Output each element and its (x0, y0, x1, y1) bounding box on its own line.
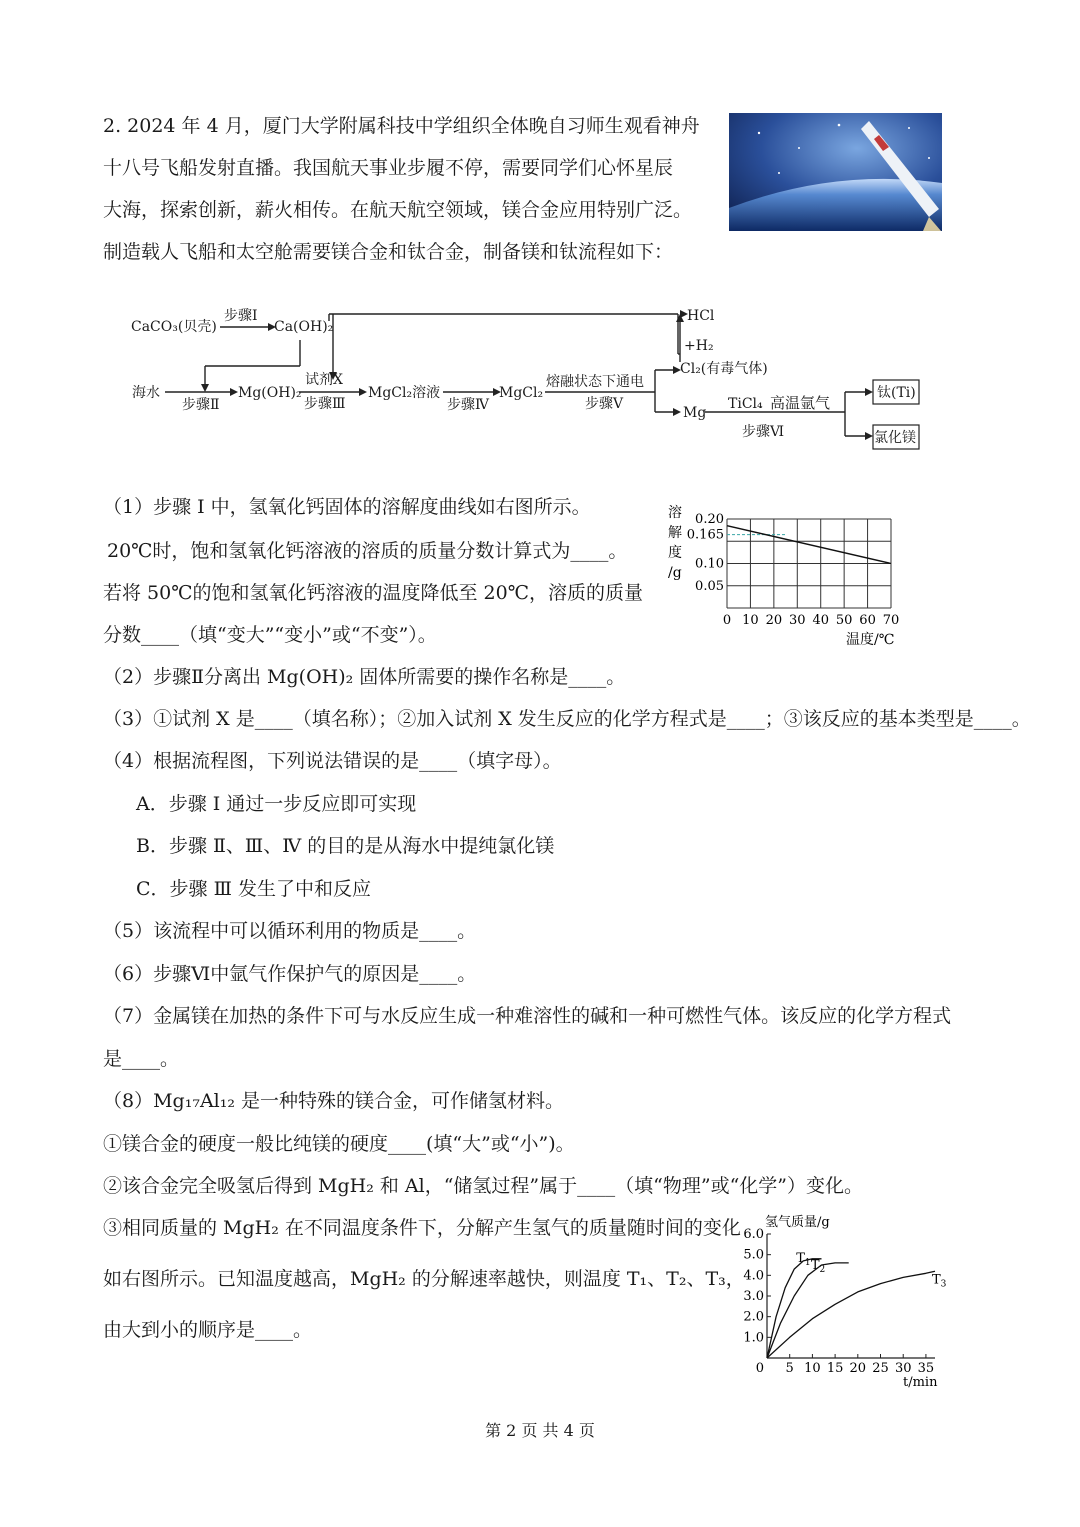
q1-line-3: 若将 50℃的饱和氢氧化钙溶液的温度降低至 20℃，溶质的质量 (103, 582, 643, 604)
chart1-ytick: 0.20 (695, 512, 724, 527)
flow-caco3: CaCO₃(贝壳) (131, 319, 217, 335)
q4-option-a: A．步骤 Ⅰ 通过一步反应即可实现 (136, 793, 417, 815)
chart1-xtick: 70 (882, 613, 900, 628)
chart2-label-T2: $T_2$ (810, 1258, 826, 1276)
chart2-xtick: 5 (785, 1361, 794, 1376)
chart1-ylabel-2: 解 (668, 525, 682, 541)
chart1-ylabel-1: 溶 (668, 505, 682, 521)
q1-line-1: （1）步骤 Ⅰ 中，氢氧化钙固体的溶解度曲线如右图所示。 (103, 496, 591, 518)
flow-ticl4: TiCl₄ (728, 396, 763, 412)
flow-step5: 步骤Ⅴ (585, 396, 624, 412)
flow-ti: 钛(Ti) (877, 385, 916, 401)
q7-line-1: （7）金属镁在加热的条件下可与水反应生成一种难溶性的碱和一种可燃性气体。该反应的化学方程式 (103, 1005, 952, 1027)
rocket-launch-image (729, 113, 942, 231)
page-footer: 第 2 页 共 4 页 (485, 1421, 595, 1440)
intro-line-3: 大海，探索创新，薪火相传。在航天航空领域，镁合金应用特别广泛。 (103, 199, 693, 221)
chart1-xtick: 0 (722, 613, 732, 628)
flow-step6: 步骤Ⅵ (742, 424, 785, 440)
q4-option-c: C．步骤 Ⅲ 发生了中和反应 (136, 878, 371, 900)
chart2-series-T2 (767, 1263, 849, 1358)
flow-mgcl2-solution: MgCl₂溶液 (368, 385, 441, 401)
chart2-ytick: 2.0 (743, 1309, 764, 1325)
flow-mg: Mg (683, 405, 707, 421)
q8-item-3-line-3: 由大到小的顺序是____。 (103, 1319, 313, 1341)
chart2-ytick: 3.0 (743, 1289, 764, 1304)
chart2-label-T3: $T_3$ (932, 1272, 947, 1290)
chart1-xtick: 30 (789, 613, 806, 628)
q7-line-2: 是____。 (103, 1048, 180, 1070)
intro-line-4: 制造载人飞船和太空舱需要镁合金和钛合金，制备镁和钛流程如下： (103, 241, 674, 263)
intro-line-1: 2. 2024 年 4 月，厦门大学附属科技中学组织全体晚自习师生观看神舟 (103, 115, 700, 137)
chart1-ylabel-3: 度 (668, 545, 682, 561)
flow-reagent-x: 试剂X (305, 372, 343, 388)
flow-caoh2: Ca(OH)₂ (274, 319, 334, 335)
q6: （6）步骤Ⅵ中氩气作保护气的原因是____。 (103, 963, 477, 985)
q8-item-3-line-1: ③相同质量的 MgH₂ 在不同温度条件下，分解产生氢气的质量随时间的变化 (103, 1217, 741, 1239)
q8-item-1: ①镁合金的硬度一般比纯镁的硬度____(填“大”或“小”)。 (103, 1133, 575, 1155)
flow-hcl: HCl (687, 308, 715, 324)
chart2-origin: 0 (755, 1361, 764, 1376)
q5: （5）该流程中可以循环利用的物质是____。 (103, 920, 477, 942)
chart2-xlabel: t/min (903, 1375, 938, 1390)
chart1-xlabel: 温度/℃ (846, 632, 895, 648)
q2: （2）步骤Ⅱ分离出 Mg(OH)₂ 固体所需要的操作名称是____。 (103, 666, 626, 688)
chart2-ytick: 6.0 (743, 1227, 764, 1242)
chart1-xtick: 10 (742, 613, 759, 628)
chart1-xtick: 20 (765, 613, 783, 628)
flow-step4: 步骤Ⅳ (447, 397, 489, 413)
flow-mgcl2-product: 氯化镁 (874, 430, 916, 446)
flow-h2: +H₂ (684, 338, 714, 354)
flow-mgoh2: Mg(OH)₂ (238, 385, 302, 401)
chart2-ylabel: 氢气质量/g (765, 1215, 830, 1230)
flow-mgcl2: MgCl₂ (499, 385, 544, 401)
q1-line-2: 20℃时，饱和氢氧化钙溶液的溶质的质量分数计算式为____。 (107, 540, 628, 562)
hydrogen-mass-chart (735, 1212, 950, 1392)
chart2-xtick: 15 (826, 1361, 844, 1376)
flow-seawater: 海水 (132, 385, 160, 401)
q8-item-2: ②该合金完全吸氢后得到 MgH₂ 和 Al，“储氢过程”属于____（填“物理”或“化学”）变化。 (103, 1175, 864, 1197)
chart1-ytick: 0.165 (686, 527, 724, 543)
q8-item-3-line-2: 如右图所示。已知温度越高，MgH₂ 的分解速率越快，则温度 T₁、T₂、T₃， (103, 1268, 745, 1290)
chart2-xtick: 10 (804, 1361, 821, 1376)
flow-argon: 高温氩气 (770, 394, 831, 412)
chart2-xtick: 35 (917, 1361, 935, 1376)
intro-line-2: 十八号飞船发射直播。我国航天事业步履不停，需要同学们心怀星辰 (103, 157, 674, 179)
flow-cl2: Cl₂(有毒气体) (680, 361, 768, 377)
chart1-xtick: 50 (835, 613, 853, 628)
chart2-series-T1 (767, 1259, 822, 1358)
chart1-xtick: 40 (812, 613, 829, 628)
flow-step1: 步骤Ⅰ (224, 308, 258, 324)
solubility-chart (660, 500, 920, 650)
q1-line-4: 分数____（填“变大”“变小”或“不变”）。 (103, 624, 437, 646)
chart2-ytick: 4.0 (743, 1268, 764, 1284)
chart2-ytick: 1.0 (743, 1330, 764, 1346)
flow-step3: 步骤Ⅲ (304, 396, 346, 412)
chart2-ytick: 5.0 (743, 1247, 764, 1263)
chart2-xtick: 25 (872, 1361, 889, 1376)
chart1-series-line (727, 526, 891, 564)
q8: （8）Mg₁₇Al₁₂ 是一种特殊的镁合金，可作储氢材料。 (103, 1090, 565, 1112)
process-flow-diagram (125, 300, 935, 460)
chart2-xtick: 20 (849, 1361, 867, 1376)
q4: （4）根据流程图，下列说法错误的是____（填字母）。 (103, 750, 562, 772)
q3: （3）①试剂 X 是____（填名称）；②加入试剂 X 发生反应的化学方程式是____；③该反应的基本类型是____。 (103, 708, 1031, 730)
flow-molten: 熔融状态下通电 (546, 374, 644, 390)
chart2-series-T3 (767, 1271, 935, 1358)
chart2-label-T1: $T_1$ (796, 1250, 811, 1268)
chart1-ytick: 0.10 (695, 556, 724, 572)
chart1-ylabel-4: /g (668, 565, 682, 581)
chart1-ytick: 0.05 (695, 578, 724, 594)
chart2-xtick: 30 (894, 1361, 912, 1376)
chart1-xtick: 60 (859, 613, 876, 628)
flow-step2: 步骤Ⅱ (182, 397, 220, 413)
q4-option-b: B．步骤 Ⅱ、Ⅲ、Ⅳ 的目的是从海水中提纯氯化镁 (136, 835, 555, 857)
